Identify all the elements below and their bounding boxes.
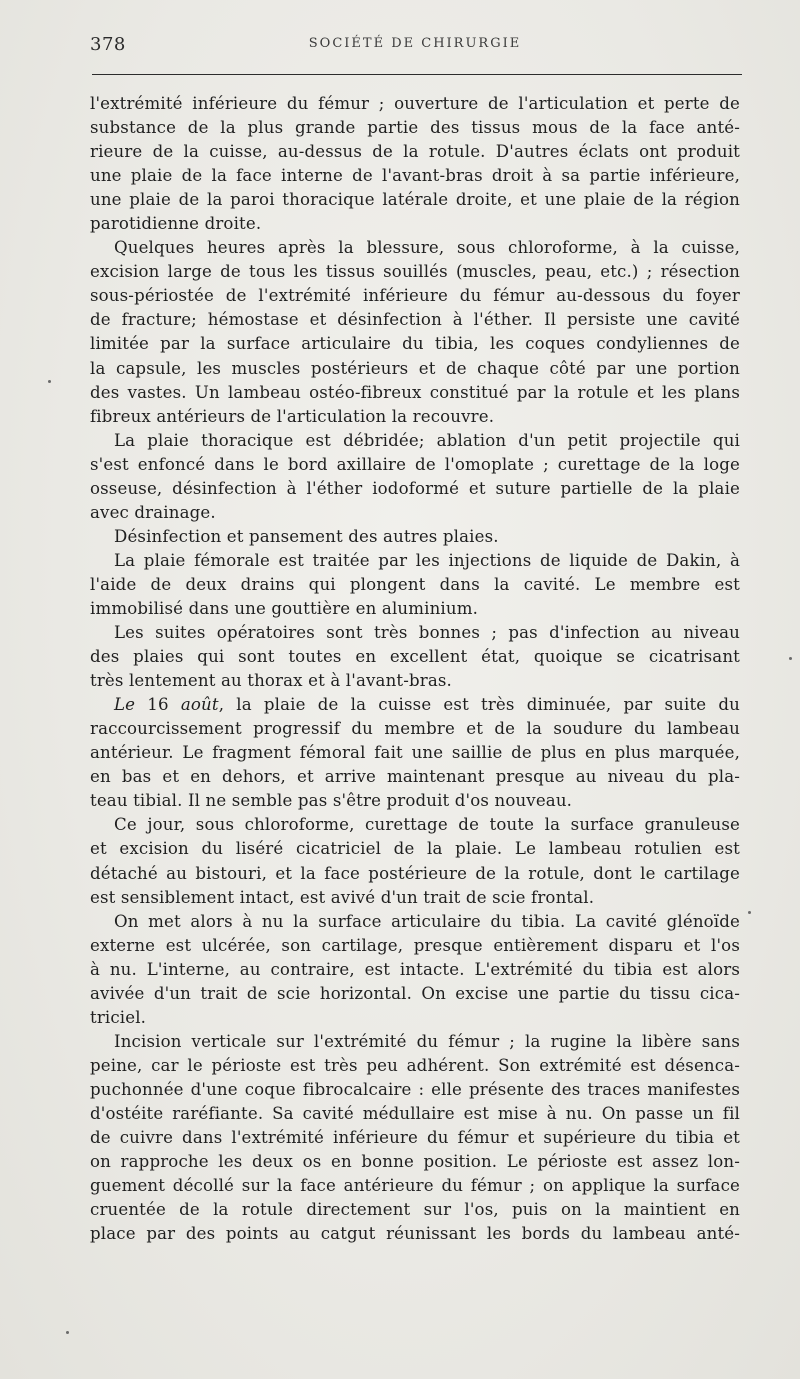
page-number: 378 [90,34,126,55]
text-line: fibreux antérieurs de l'articulation la recouvre. [90,406,495,426]
body-text [90,92,740,1246]
text-line: substance de la plus grande partie des tissus mous de la face anté- [90,118,740,138]
scan-speck [789,657,792,660]
text-line: Incision verticale sur l'extrémité du fémur ; la rugine la libère sans [114,1031,740,1051]
text-line: cruentée de la rotule directement sur l'os, puis on la maintient en [90,1200,740,1220]
text-line: parotidienne droite. [90,214,262,234]
text-line: Ce jour, sous chloroforme, curettage de toute la surface granuleuse [114,815,740,835]
text-line: limitée par la surface articulaire du tibia, les coques condyliennes de [90,334,740,354]
text-line: d'ostéite raréfiante. Sa cavité médullaire est mise à nu. On passe un fil [90,1103,740,1123]
text-line: triciel. [90,1007,147,1027]
text-line: à nu. L'interne, au contraire, est intacte. L'extrémité du tibia est alors [90,959,740,979]
running-head: SOCIÉTÉ DE CHIRURGIE [308,36,522,51]
text-line: osseuse, désinfection à l'éther iodoformé et suture partielle de la plaie [90,478,740,498]
scan-speck [748,911,751,914]
text-line: avivée d'un trait de scie horizontal. On excise une partie du tissu cica- [90,983,740,1003]
header-rule [92,74,742,75]
text-line: est sensiblement intact, est avivé d'un trait de scie frontal. [90,887,595,907]
text-line: guement décollé sur la face antérieure du fémur ; on applique la surface [90,1176,740,1196]
text-line: Quelques heures après la blessure, sous chloroforme, à la cuisse, [114,238,740,258]
text-line: externe est ulcérée, son cartilage, presque entièrement disparu et l'os [90,935,740,955]
text-line [90,693,740,717]
date-prefix: Le [114,695,136,715]
text-line: on rapproche les deux os en bonne position. Le périoste est assez lon- [90,1152,740,1172]
text-line: sous-périostée de l'extrémité inférieure du fémur au-dessous du foyer [90,286,740,306]
text-line: Les suites opératoires sont très bonnes ; pas d'infection au niveau [114,623,740,643]
text-line: une plaie de la paroi thoracique latérale droite, et une plaie de la région [90,190,740,210]
text-line: La plaie fémorale est traitée par les injections de liquide de Dakin, à [114,550,740,570]
text-line: place par des points au catgut réunissant les bords du lambeau anté- [90,1224,740,1244]
text-line: On met alors à nu la surface articulaire du tibia. La cavité glénoïde [114,911,740,931]
text-line: très lentement au thorax et à l'avant-bras. [90,671,452,691]
text-line: des vastes. Un lambeau ostéo-fibreux constitué par la rotule et les plans [90,382,740,402]
text-line: La plaie thoracique est débridée; ablation d'un petit projectile qui [114,430,740,450]
text-line: peine, car le périoste est très peu adhérent. Son extrémité est désenca- [90,1055,740,1075]
text-line: s'est enfoncé dans le bord axillaire de l'omoplate ; curettage de la loge [90,454,740,474]
text-line: détaché au bistouri, et la face postérieure de la rotule, dont le cartilage [90,863,740,883]
date-word: août [180,695,219,715]
scan-speck [48,380,51,383]
text-line: antérieur. Le fragment fémoral fait une saillie de plus en plus marquée, [90,743,740,763]
text-line: excision large de tous les tissus souillés (muscles, peau, etc.) ; résection [90,262,740,282]
text-line: de cuivre dans l'extrémité inférieure du fémur et supérieure du tibia et [90,1128,740,1148]
text-line: Désinfection et pansement des autres plaies. [114,526,499,546]
text-line: de fracture; hémostase et désinfection à l'éther. Il persiste une cavité [90,310,740,330]
scan-speck [66,1331,69,1334]
text-line: teau tibial. Il ne semble pas s'être produit d'os nouveau. [90,791,573,811]
text-line: l'aide de deux drains qui plongent dans la cavité. Le membre est [90,574,740,594]
text-line-rest: 16 août, la plaie de la cuisse est très diminuée, par suite du [147,695,740,715]
text-line: et excision du liséré cicatriciel de la plaie. Le lambeau rotulien est [90,839,740,859]
text-line: la capsule, les muscles postérieurs et de chaque côté par une portion [90,358,740,378]
text-line: puchonnée d'une coque fibrocalcaire : elle présente des traces manifestes [90,1079,740,1099]
text-line: en bas et en dehors, et arrive maintenant presque au niveau du pla- [90,767,740,787]
text-line: une plaie de la face interne de l'avant-bras droit à sa partie inférieure, [90,166,740,186]
page-header [90,34,740,60]
text-line: immobilisé dans une gouttière en aluminium. [90,598,479,618]
text-line: l'extrémité inférieure du fémur ; ouverture de l'articulation et perte de [90,94,740,113]
text-line: raccourcissement progressif du membre et de la soudure du lambeau [90,719,740,739]
text-line: rieure de la cuisse, au-dessus de la rotule. D'autres éclats ont produit [90,142,740,162]
text-line: avec drainage. [90,502,216,522]
text-line: des plaies qui sont toutes en excellent état, quoique se cicatrisant [90,647,740,667]
